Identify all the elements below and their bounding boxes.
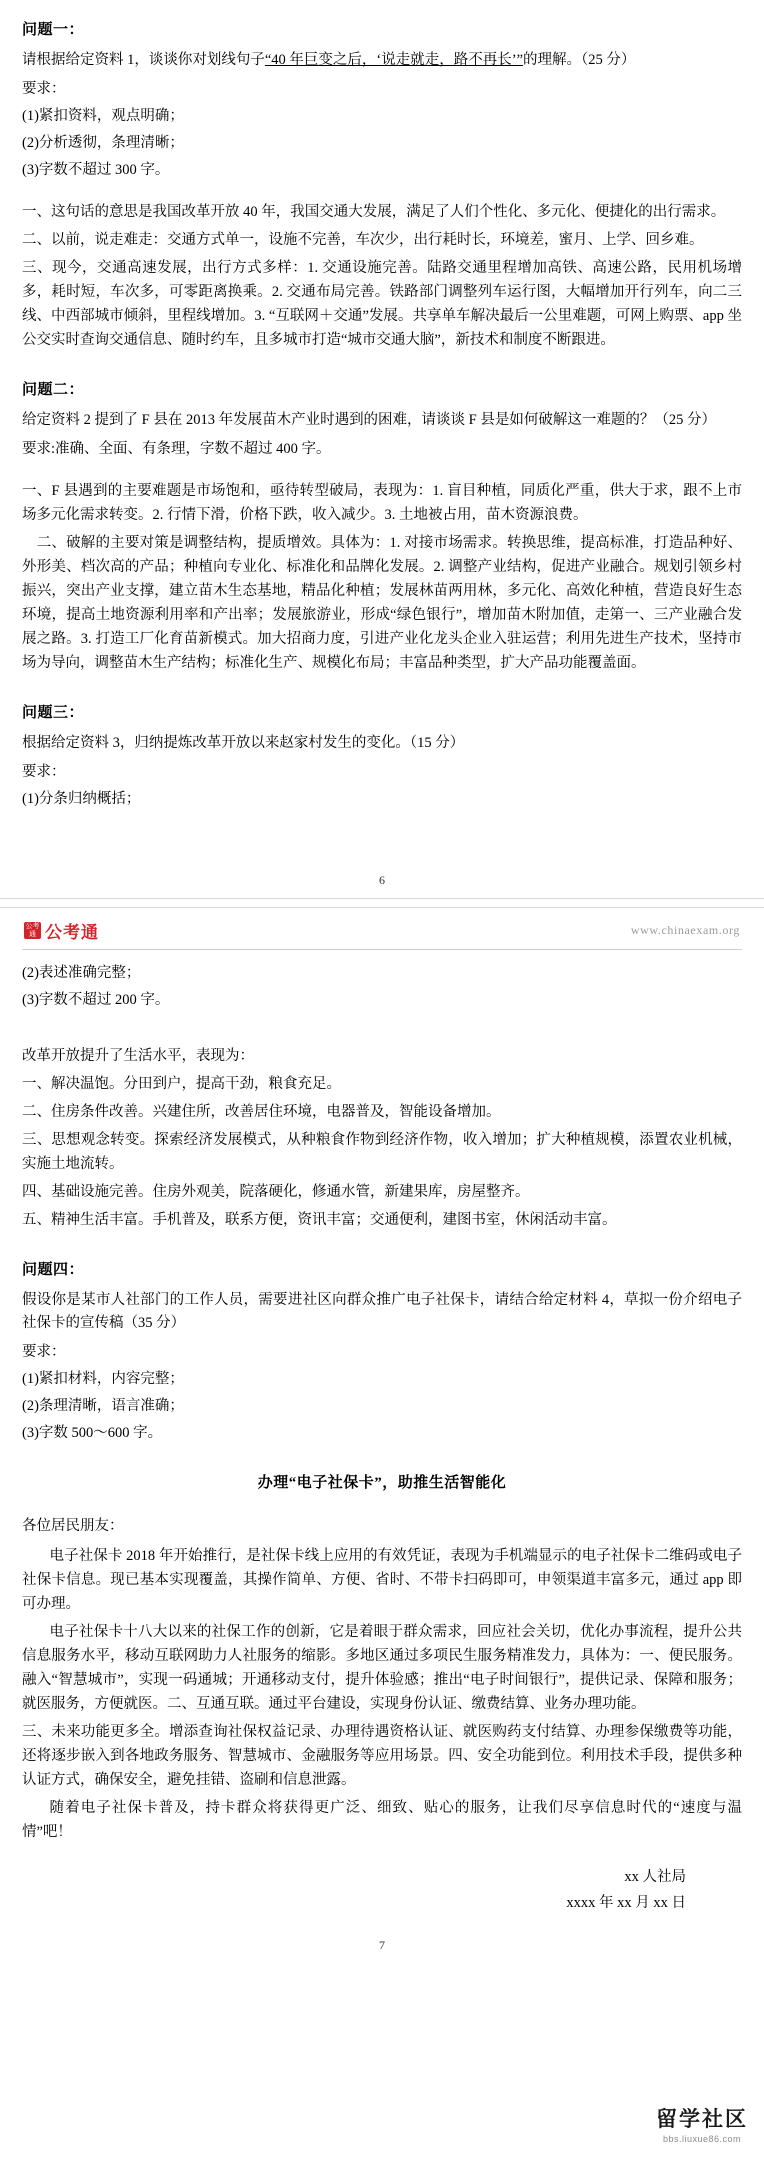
essay-paragraph: 电子社保卡 2018 年开始推行，是社保卡线上应用的有效凭证，表现为手机端显示的电子社保卡二维码或电子社保卡信息。现已基本实现覆盖，其操作简单、方便、省时、不带卡扫码即可，申领渠道丰富多元，通过 app 即可办理。 <box>22 1548 742 1612</box>
question-heading-1: 问题一： <box>22 22 85 38</box>
requirements-label-1: 要求： <box>22 81 66 97</box>
document-page-2 <box>0 908 764 2178</box>
requirements-label-2: 要求:准确、全面、有条理，字数不超过 400 字。 <box>22 441 331 457</box>
watermark-url: bbs.liuxue86.com <box>662 2134 742 2144</box>
answer-paragraph: 二、住房条件改善。兴建住所，改善居住环境，电器普及，智能设备增加。 <box>22 1104 501 1120</box>
essay-block <box>22 1471 742 1916</box>
question-prompt-1 <box>22 49 742 72</box>
requirement-item: (1)分条归纳概括； <box>22 791 141 807</box>
requirement-item: (1)紧扣材料，内容完整； <box>22 1371 184 1387</box>
page-header <box>22 914 742 950</box>
essay-date: xxxx 年 xx 月 xx 日 <box>566 1895 686 1911</box>
watermark-badge: 留学社区 <box>656 2108 748 2131</box>
answer-paragraph: 五、精神生活丰富。手机普及，联系方便，资讯丰富；交通便利，建图书室，休闲活动丰富。 <box>22 1212 617 1228</box>
requirements-label-4: 要求： <box>22 1344 66 1360</box>
requirement-item: (3)字数不超过 200 字。 <box>22 992 170 1008</box>
requirement-item: (2)表述准确完整； <box>22 965 141 981</box>
logo-text: 公考通 <box>45 923 99 942</box>
logo-mark-icon: 公考通 <box>25 922 40 938</box>
answer-paragraph: 一、这句话的意思是我国改革开放 40 年，我国交通大发展，满足了人们个性化、多元化、便捷化的出行需求。 <box>22 204 726 220</box>
answer-paragraph: 一、F 县遇到的主要难题是市场饱和，亟待转型破局，表现为：1. 盲目种植，同质化严重，供大于求，跟不上市场多元化需求转变。2. 行情下滑，价格下跌，收入减少。3. 土地被占用，苗木资源浪费。 <box>22 483 742 523</box>
requirement-item: (3)字数不超过 300 字。 <box>22 162 170 178</box>
question-block-4 <box>22 1258 742 1445</box>
question-prompt-2: 给定资料 2 提到了 F 县在 2013 年发展苗木产业时遇到的困难，请谈谈 F 县是如何破解这一难题的？（25 分） <box>22 412 716 428</box>
question-heading-3: 问题三： <box>22 705 85 721</box>
site-url: www.chinaexam.org <box>630 923 740 937</box>
question-block-2 <box>22 378 742 675</box>
essay-paragraph: 电子社保卡十八大以来的社保工作的创新，它是着眼于群众需求，回应社会关切，优化办事流程，提升公共信息服务水平，移动互联网助力人社服务的缩影。多地区通过多项民生服务精准发力，具体为：一、便民服务。融入“智慧城市”，实现一码通城；开通移动支付，提升体验感；推出“电子时间银行”，提供记录、保障和服务；就医服务，方便就医。二、互通互联。通过平台建设，实现身份认证、缴费结算、业务办理功能。 <box>22 1624 742 1712</box>
page-number: 6 <box>379 873 385 887</box>
page-number: 7 <box>379 1938 385 1952</box>
essay-paragraph: 随着电子社保卡普及，持卡群众将获得更广泛、细致、贴心的服务，让我们尽享信息时代的“速度与温情”吧！ <box>22 1800 742 1840</box>
essay-salutation: 各位居民朋友： <box>22 1518 124 1534</box>
essay-signature: xx 人社局 <box>624 1869 686 1885</box>
requirement-item: (1)紧扣资料，观点明确； <box>22 108 184 124</box>
question-prompt-1-suffix: 的理解。（25 分） <box>523 52 636 68</box>
document-page-1 <box>0 0 764 898</box>
essay-title: 办理“电子社保卡”，助推生活智能化 <box>257 1475 507 1491</box>
question-prompt-4: 假设你是某市人社部门的工作人员，需要进社区向群众推广电子社保卡，请结合给定材料 4，草拟一份介绍电子社保卡的宣传稿（35 分） <box>22 1292 742 1331</box>
site-logo[interactable] <box>24 918 99 943</box>
answer-paragraph: 三、思想观念转变。探索经济发展模式，从种粮食作物到经济作物，收入增加；扩大种植规模，添置农业机械，实施土地流转。 <box>22 1132 742 1172</box>
answer-paragraph: 四、基础设施完善。住房外观美，院落硬化，修通水管，新建果库，房屋整齐。 <box>22 1184 530 1200</box>
question-prompt-3: 根据给定资料 3，归纳提炼改革开放以来赵家村发生的变化。（15 分） <box>22 735 465 751</box>
watermark <box>656 2103 748 2144</box>
answer-paragraph: 三、现今，交通高速发展，出行方式多样：1. 交通设施完善。陆路交通里程增加高铁、高速公路，民用机场增多，耗时短，车次多，可零距离换乘。2. 交通布局完善。铁路部门调整列车运行图，大幅增加开行列车，向二三线、中西部城市倾斜，里程线增加。3. “互联网＋交通”发展。共享单车解决最后一公里难题，可网上购票、app 坐公交实时查询交通信息、随时约车，且多城市打造“城市交通大脑”，新技术和制度不断跟进。 <box>22 260 742 348</box>
page-divider <box>0 898 764 908</box>
answer-paragraph: 二、以前，说走难走：交通方式单一，设施不完善，车次少，出行耗时长，环境差，蜜月、上学、回乡难。 <box>22 232 704 248</box>
question-block-1 <box>22 18 742 352</box>
answer-paragraph: 改革开放提升了生活水平，表现为： <box>22 1048 254 1064</box>
question-prompt-1-quote: “40 年巨变之后，‘说走就走，路不再长’” <box>264 52 524 68</box>
question-heading-4: 问题四： <box>22 1262 85 1278</box>
requirement-item: (2)条理清晰，语言准确； <box>22 1398 184 1414</box>
requirement-item: (3)字数 500～600 字。 <box>22 1425 163 1441</box>
requirement-item: (2)分析透彻，条理清晰； <box>22 135 184 151</box>
essay-paragraph: 三、未来功能更多全。增添查询社保权益记录、办理待遇资格认证、就医购药支付结算、办理参保缴费等功能，还将逐步嵌入到各地政务服务、智慧城市、金融服务等应用场景。四、安全功能到位。利用技术手段，提供多种认证方式，确保安全，避免挂错、盗刷和信息泄露。 <box>22 1724 742 1788</box>
requirements-label-3: 要求： <box>22 764 66 780</box>
answer-paragraph: 一、解决温饱。分田到户，提高干劲，粮食充足。 <box>22 1076 341 1092</box>
answer-paragraph: 二、破解的主要对策是调整结构，提质增效。具体为：1. 对接市场需求。转换思维，提高标准，打造品种好、外形美、档次高的产品；种植向专业化、标准化和品牌化发展。2. 调整产业结构，促进产业融合。规划引领乡村振兴，突出产业支撑，建立苗木生态基地，精品化种植；发展林苗两用林，多元化、高效化种植，营造良好生态环境，提高土地资源利用率和产出率；发展旅游业，形成“绿色银行”，增加苗木附加值，走第一、三产业融合发展之路。3. 打造工厂化育苗新模式。加大招商力度，引进产业化龙头企业入驻运营；利用先进生产技术，坚持市场为导向，调整苗木生产结构；标准化生产、规模化布局；丰富品种类型，扩大产品功能覆盖面。 <box>22 535 742 671</box>
question-block-3 <box>22 701 742 811</box>
question-prompt-1-prefix: 请根据给定资料 1，谈谈你对划线句子 <box>22 52 265 68</box>
question-heading-2: 问题二： <box>22 382 85 398</box>
